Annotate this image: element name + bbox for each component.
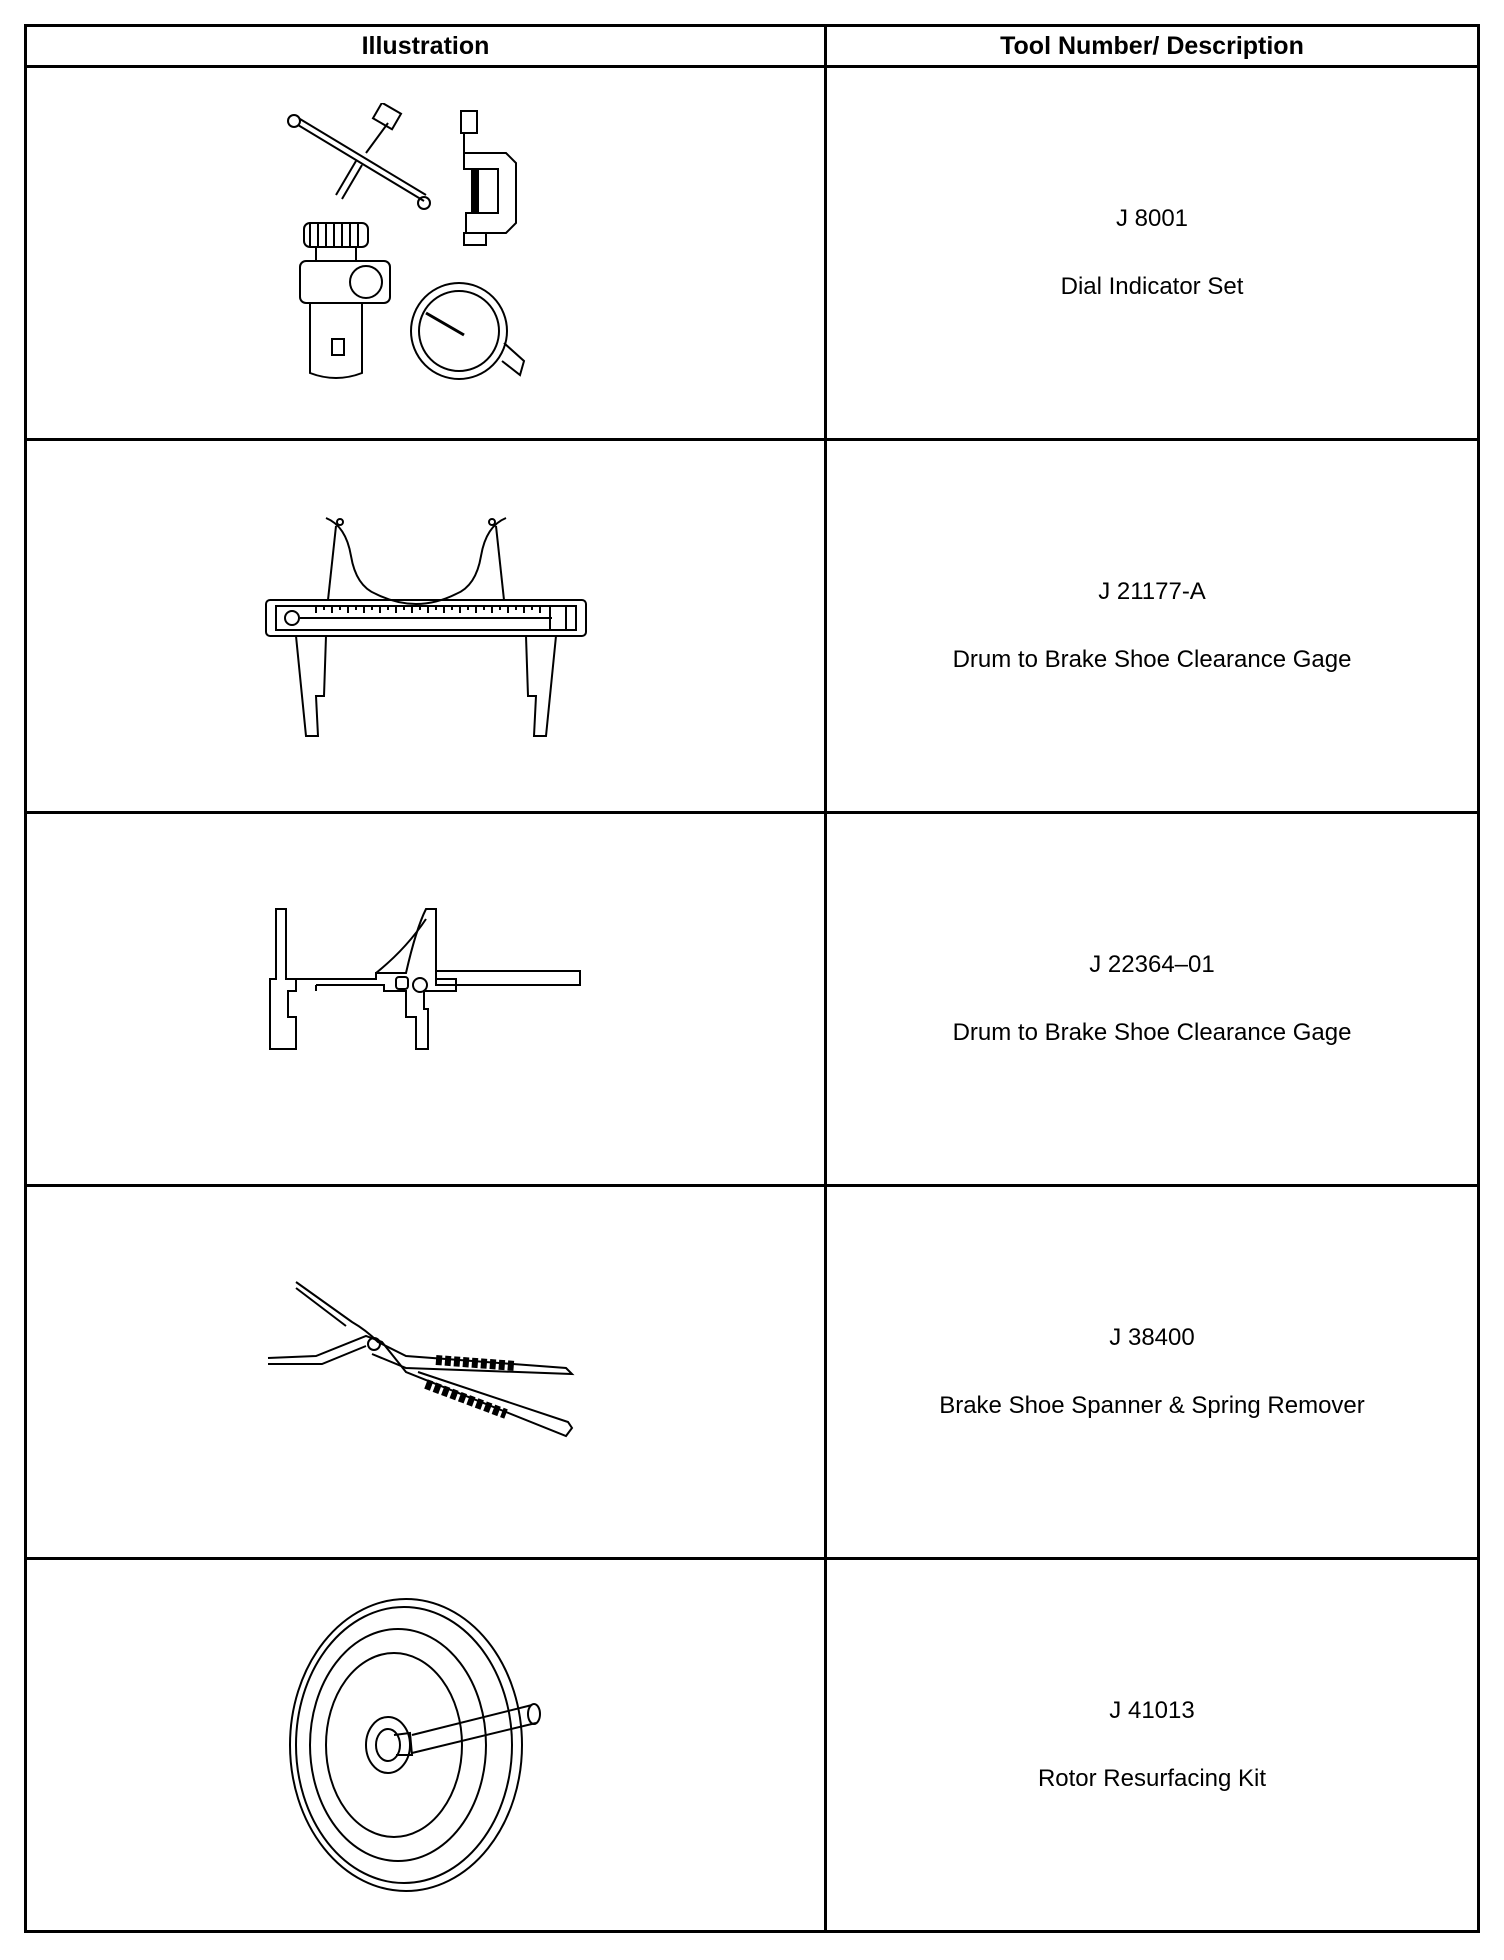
header-row [26,26,1479,67]
table-row [26,1186,1479,1559]
slide-gage-drawing [256,899,596,1099]
tool-number: J 38400 [1109,1324,1195,1351]
spring-remover-pliers-drawing [256,1272,596,1472]
header-tool-number-description: Tool Number/ Description [826,26,1479,67]
description-cell [826,1559,1479,1932]
tool-number: J 8001 [1115,205,1189,232]
illustration-cell [26,1559,826,1932]
description-cell [826,67,1479,440]
illustration-cell [26,1186,826,1559]
table-row [26,440,1479,813]
tool-description: Drum to Brake Shoe Clearance Gage [952,1019,1352,1046]
illustration-cell [26,440,826,813]
header-illustration: Illustration [26,26,826,67]
description-cell [826,813,1479,1186]
tool-number: J 41013 [1109,1697,1195,1724]
tool-description: Brake Shoe Spanner & Spring Remover [939,1392,1365,1419]
tool-description: Dial Indicator Set [1060,273,1244,300]
tool-description: Drum to Brake Shoe Clearance Gage [952,646,1352,673]
tools-table [24,24,1480,1933]
table-row [26,813,1479,1186]
rotor-resurfacing-kit-drawing [276,1595,576,1895]
table-row [26,67,1479,440]
caliper-gage-drawing [256,496,596,756]
dial-indicator-set-drawing [276,103,576,403]
description-cell [826,440,1479,813]
description-cell [826,1186,1479,1559]
tool-number: J 22364–01 [1089,951,1215,978]
tool-number: J 21177-A [1098,578,1206,605]
illustration-cell [26,813,826,1186]
tool-description: Rotor Resurfacing Kit [1037,1765,1267,1792]
table-row [26,1559,1479,1932]
illustration-cell [26,67,826,440]
